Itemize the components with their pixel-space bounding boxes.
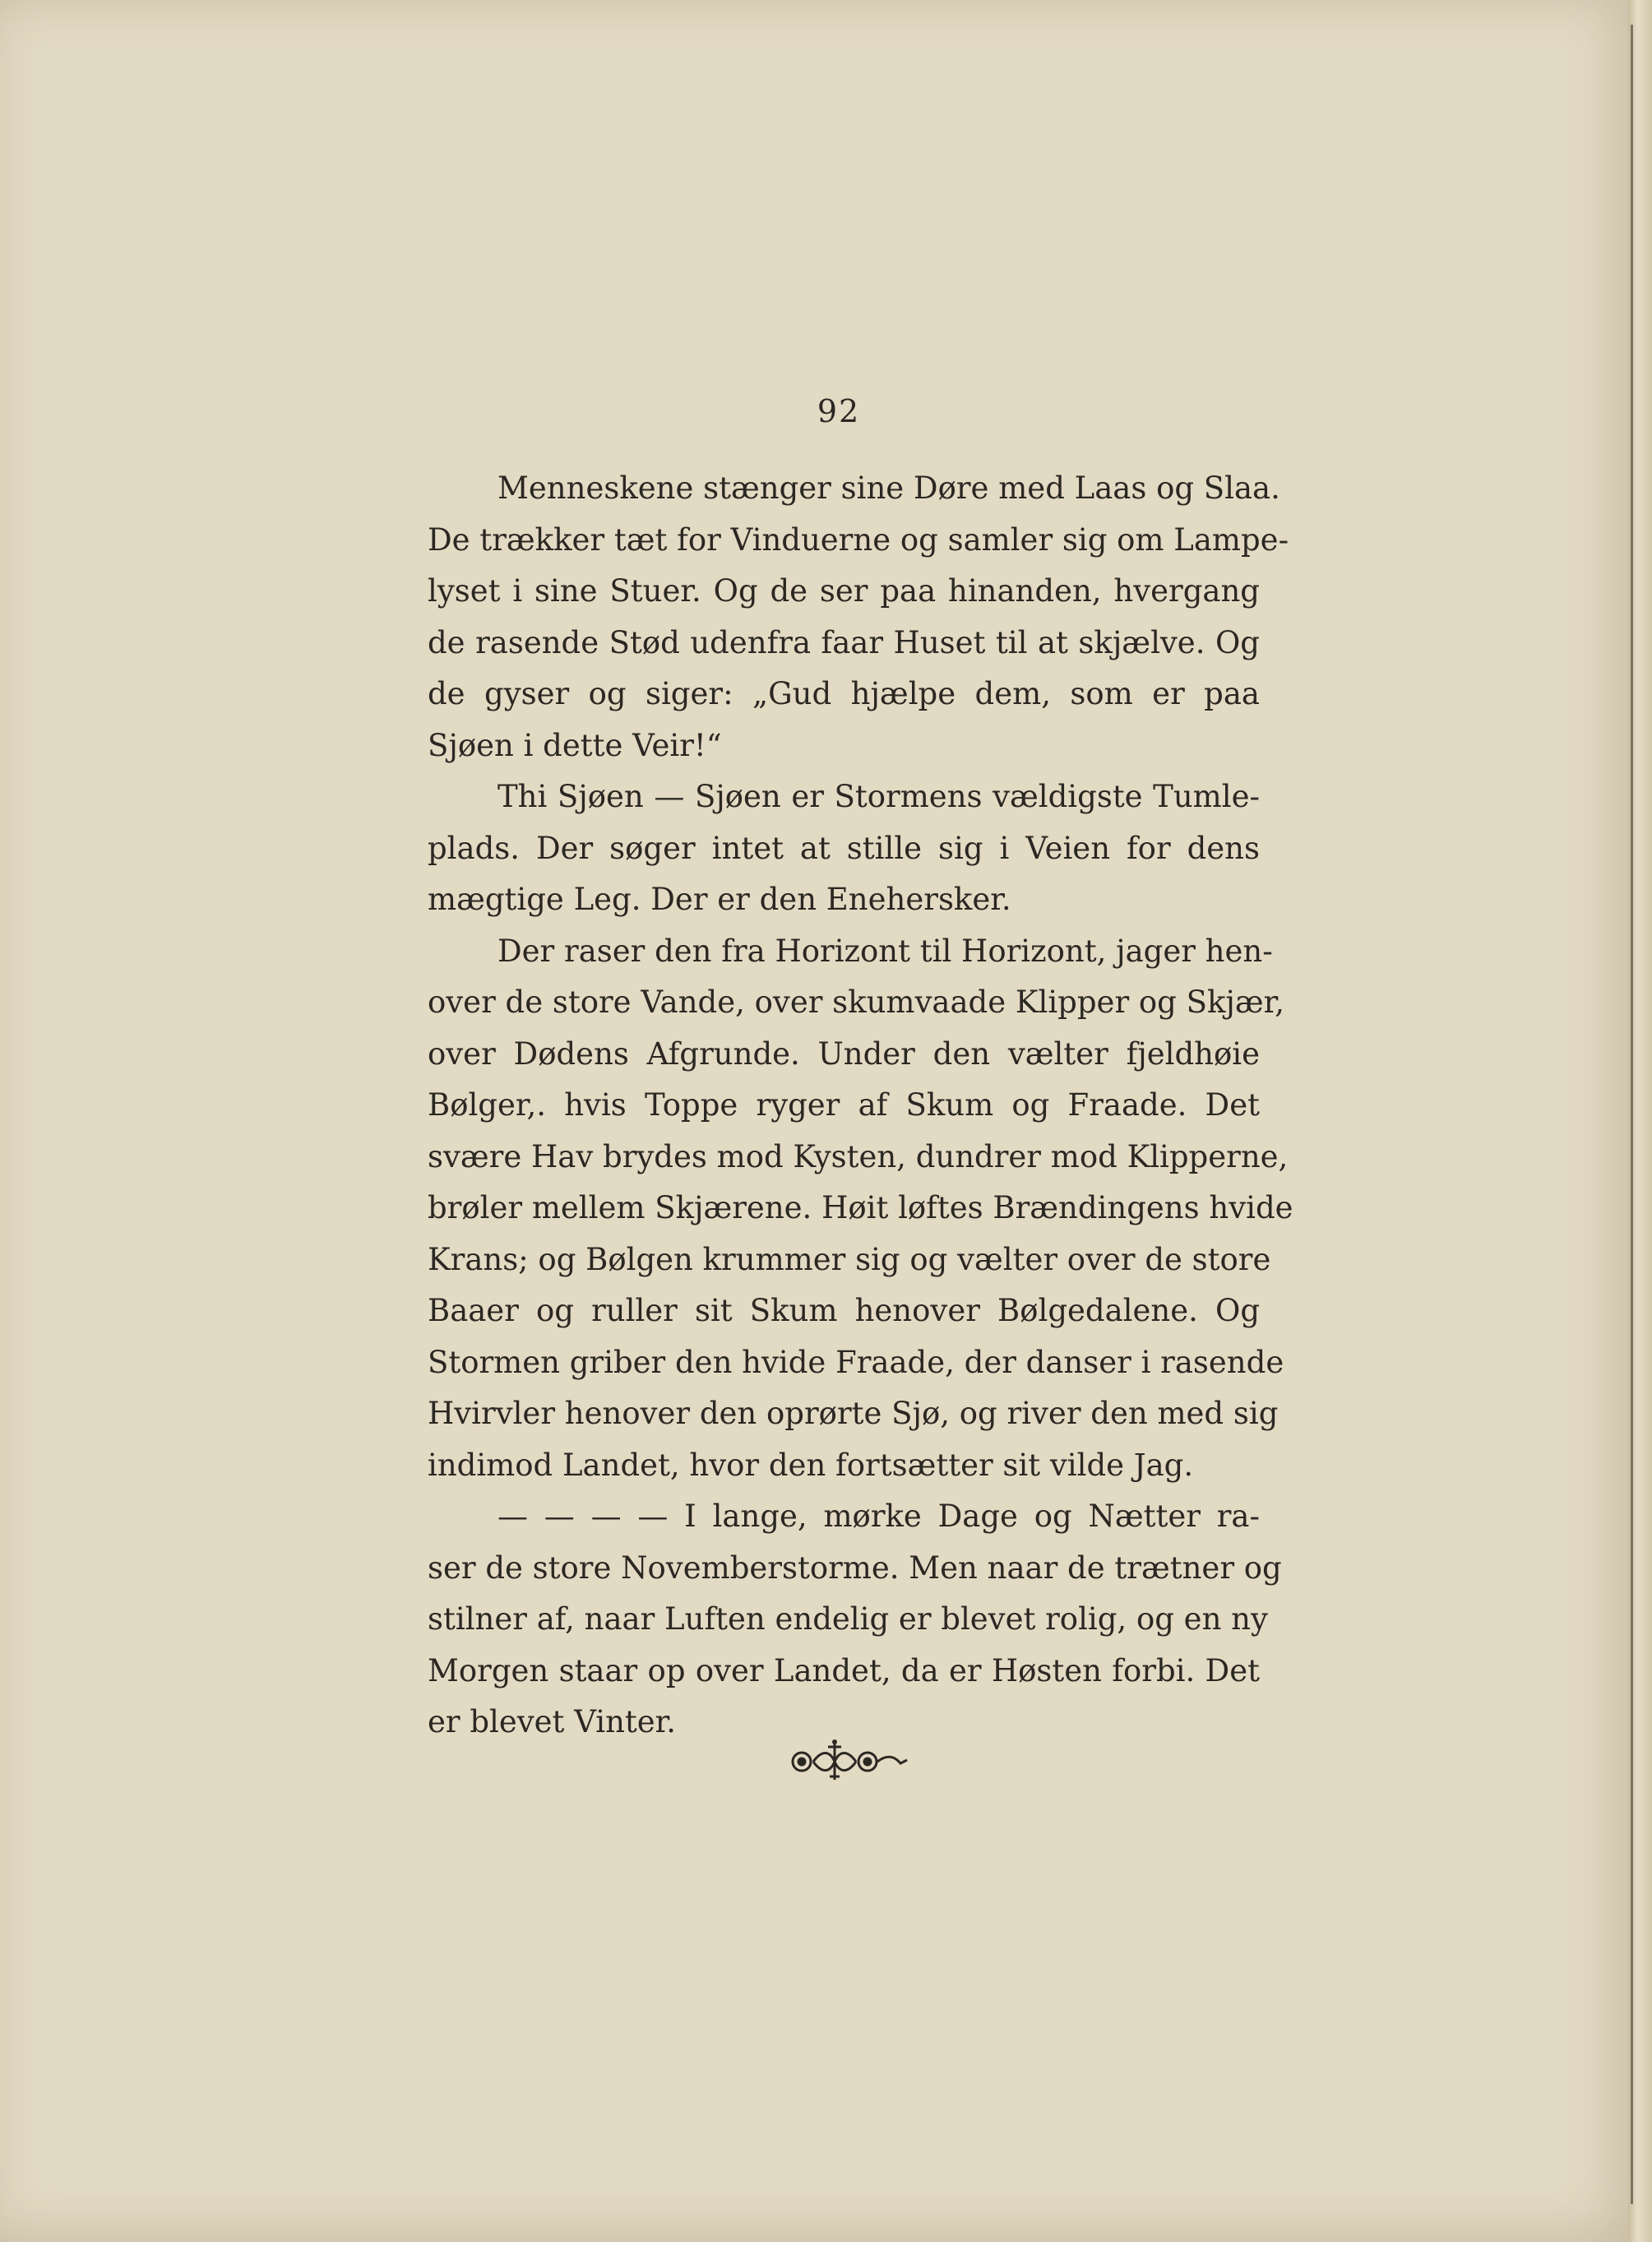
text-line: de rasende Stød udenfra faar Huset til at skjælve. Og (428, 624, 1260, 660)
text-line: Baaer og ruller sit Skum henover Bølgedalene. Og (428, 1293, 1260, 1328)
paragraph-4 (428, 1491, 1282, 1749)
text-line: stilner af, naar Luften endelig er blevet rolig, og en ny (428, 1601, 1268, 1637)
text-line: Thi Sjøen — Sjøen er Stormens vældigste Tumle- (497, 779, 1260, 814)
paragraph-3 (428, 926, 1293, 1492)
text-line: svære Hav brydes mod Kysten, dundrer mod Klipperne, (428, 1138, 1289, 1174)
text-line: Menneskene stænger sine Døre med Laas og Slaa. (497, 470, 1280, 506)
paragraph-2 (428, 771, 1260, 926)
paragraph-1 (428, 463, 1289, 771)
text-line: Der raser den fra Horizont til Horizont, jager hen- (497, 933, 1273, 969)
fleuron-ornament-icon (785, 1737, 910, 1783)
body-text (428, 463, 1293, 1749)
text-line: over Dødens Afgrunde. Under den vælter fjeldhøie (428, 1035, 1260, 1072)
text-line: Morgen staar op over Landet, da er Høsten forbi. Det (428, 1652, 1260, 1688)
text-line: er blevet Vinter. (428, 1704, 677, 1739)
text-line: Sjøen i dette Veir!“ (428, 727, 722, 763)
text-line: Stormen griber den hvide Fraade, der danser i rasende (428, 1344, 1284, 1380)
text-line: over de store Vande, over skumvaade Klipper og Skjær, (428, 984, 1285, 1020)
text-line: brøler mellem Skjærene. Høit løftes Brændingens hvide (428, 1190, 1293, 1225)
text-line: De trækker tæt for Vinduerne og samler sig om Lampe- (428, 521, 1289, 558)
text-line: mægtige Leg. Der er den Enehersker. (428, 882, 1011, 917)
page-edge-line (1631, 25, 1633, 2204)
text-line: lyset i sine Stuer. Og de ser paa hinanden, hvergang (428, 573, 1260, 609)
text-line: Krans; og Bølgen krummer sig og vælter over de store (428, 1241, 1271, 1277)
text-line: ser de store Novemberstorme. Men naar de trætner og (428, 1549, 1282, 1586)
text-line: indimod Landet, hvor den fortsætter sit vilde Jag. (428, 1447, 1194, 1483)
page-number: 92 (817, 393, 861, 429)
text-line: de gyser og siger: „Gud hjælpe dem, som er paa (428, 676, 1260, 711)
text-line: Hvirvler henover den oprørte Sjø, og river den med sig (428, 1396, 1279, 1431)
text-line: — — — — I lange, mørke Dage og Nætter ra- (497, 1499, 1260, 1534)
text-line: plads. Der søger intet at stille sig i Veien for dens (428, 830, 1260, 866)
text-line: Bølger,. hvis Toppe ryger af Skum og Fraade. Det (428, 1087, 1260, 1123)
